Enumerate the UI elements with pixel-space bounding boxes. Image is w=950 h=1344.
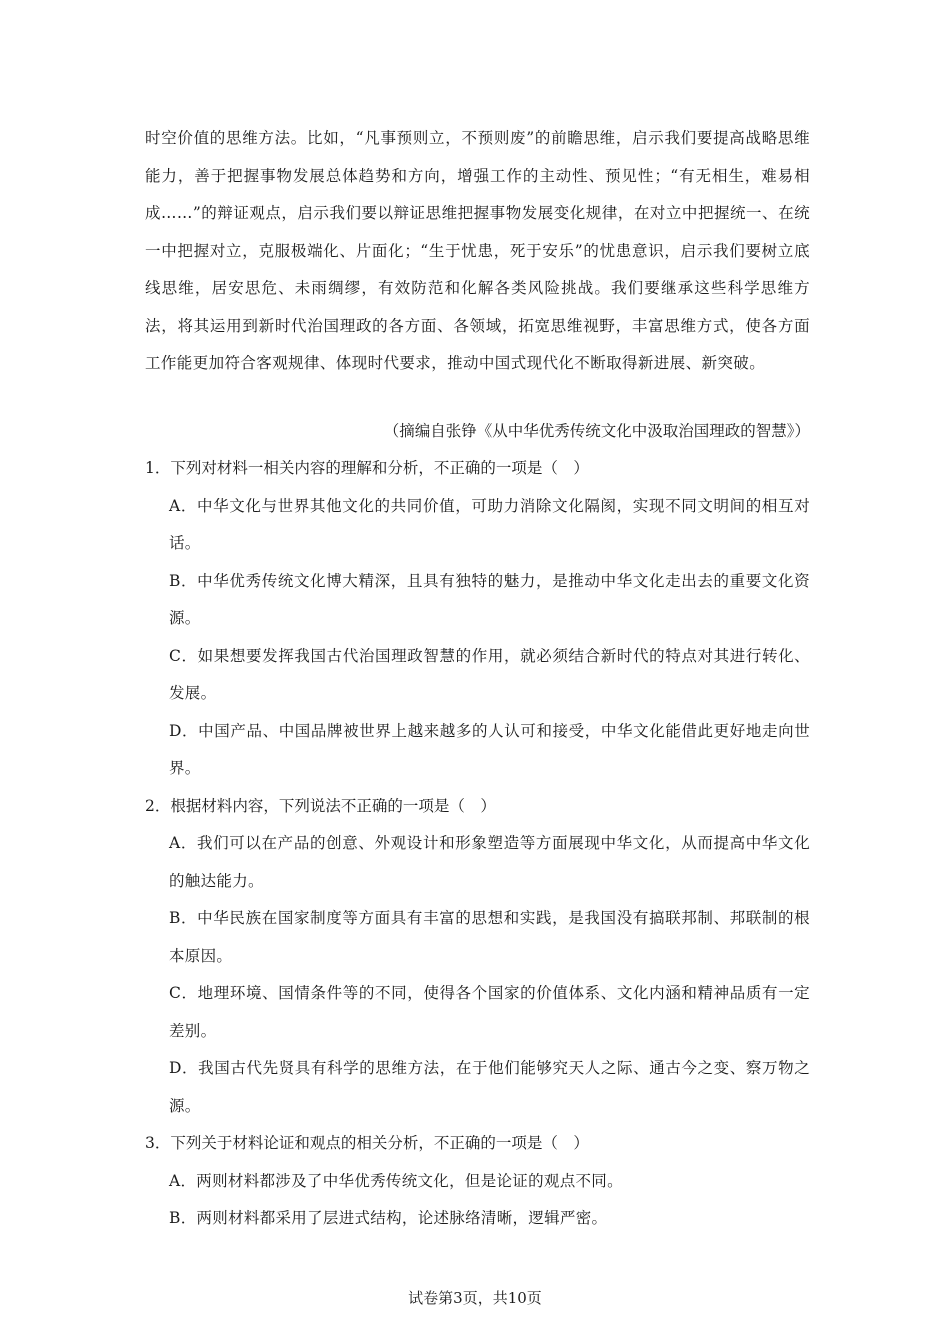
page-number: 试卷第3页，共10页 <box>408 1289 542 1307</box>
option-c: C．如果想要发挥我国古代治国理政智慧的作用，就必须结合新时代的特点对其进行转化、发展。 <box>169 646 810 702</box>
option-d: D．我国古代先贤具有科学的思维方法，在于他们能够究天人之际、通古今之变、察万物之源。 <box>169 1059 810 1115</box>
passage <box>145 120 810 383</box>
question-stem: 3．下列关于材料论证和观点的相关分析，不正确的一项是（ ） <box>145 1134 589 1152</box>
option-a: A．我们可以在产品的创意、外观设计和形象塑造等方面展现中华文化，从而提高中华文化的触达能力。 <box>169 834 810 890</box>
question-list <box>145 450 810 1238</box>
option-a: A．两则材料都涉及了中华优秀传统文化，但是论证的观点不同。 <box>169 1171 623 1190</box>
option-b: B．中华民族在国家制度等方面具有丰富的思想和实践，是我国没有搞联邦制、邦联制的根本原因。 <box>169 909 810 965</box>
option-d: D．中国产品、中国品牌被世界上越来越多的人认可和接受，中华文化能借此更好地走向世界。 <box>169 721 810 777</box>
option-b: B．两则材料都采用了层进式结构，论述脉络清晰，逻辑严密。 <box>169 1209 608 1227</box>
question-stem: 2．根据材料内容，下列说法不正确的一项是（ ） <box>145 796 496 815</box>
question-3 <box>145 1125 810 1238</box>
passage-paragraph: 时空价值的思维方法。比如，“凡事预则立，不预则废”的前瞻思维，启示我们要提高战略思维能力，善于把握事物发展总体趋势和方向，增强工作的主动性、预见性；“有无相生，难易相成……”的辩证观点，启示我们要以辩证思维把握事物发展变化规律，在对立中把握统一、在统一中把握对立，克服极端化、片面化；“生于忧患，死于安乐”的忧患意识，启示我们要树立底线思维，居安思危、未雨绸缪，有效防范和化解各类风险挑战。我们要继承这些科学思维方法，将其运用到新时代治国理政的各方面、各领域，拓宽思维视野，丰富思维方式，使各方面工作能更加符合客观规律、体现时代要求，推动中国式现代化不断取得新进展、新突破。 <box>145 129 810 372</box>
passage-source: （摘编自张铮《从中华优秀传统文化中汲取治国理政的智慧》） <box>383 422 810 440</box>
question-1 <box>145 450 810 788</box>
option-a: A．中华文化与世界其他文化的共同价值，可助力消除文化隔阂，实现不同文明间的相互对话。 <box>169 496 810 552</box>
option-b: B．中华优秀传统文化博大精深，且具有独特的魅力，是推动中华文化走出去的重要文化资源。 <box>169 571 810 627</box>
question-stem: 1．下列对材料一相关内容的理解和分析，不正确的一项是（ ） <box>145 459 589 477</box>
option-c: C．地理环境、国情条件等的不同，使得各个国家的价值体系、文化内涵和精神品质有一定差别。 <box>169 984 810 1040</box>
question-2 <box>145 788 810 1126</box>
